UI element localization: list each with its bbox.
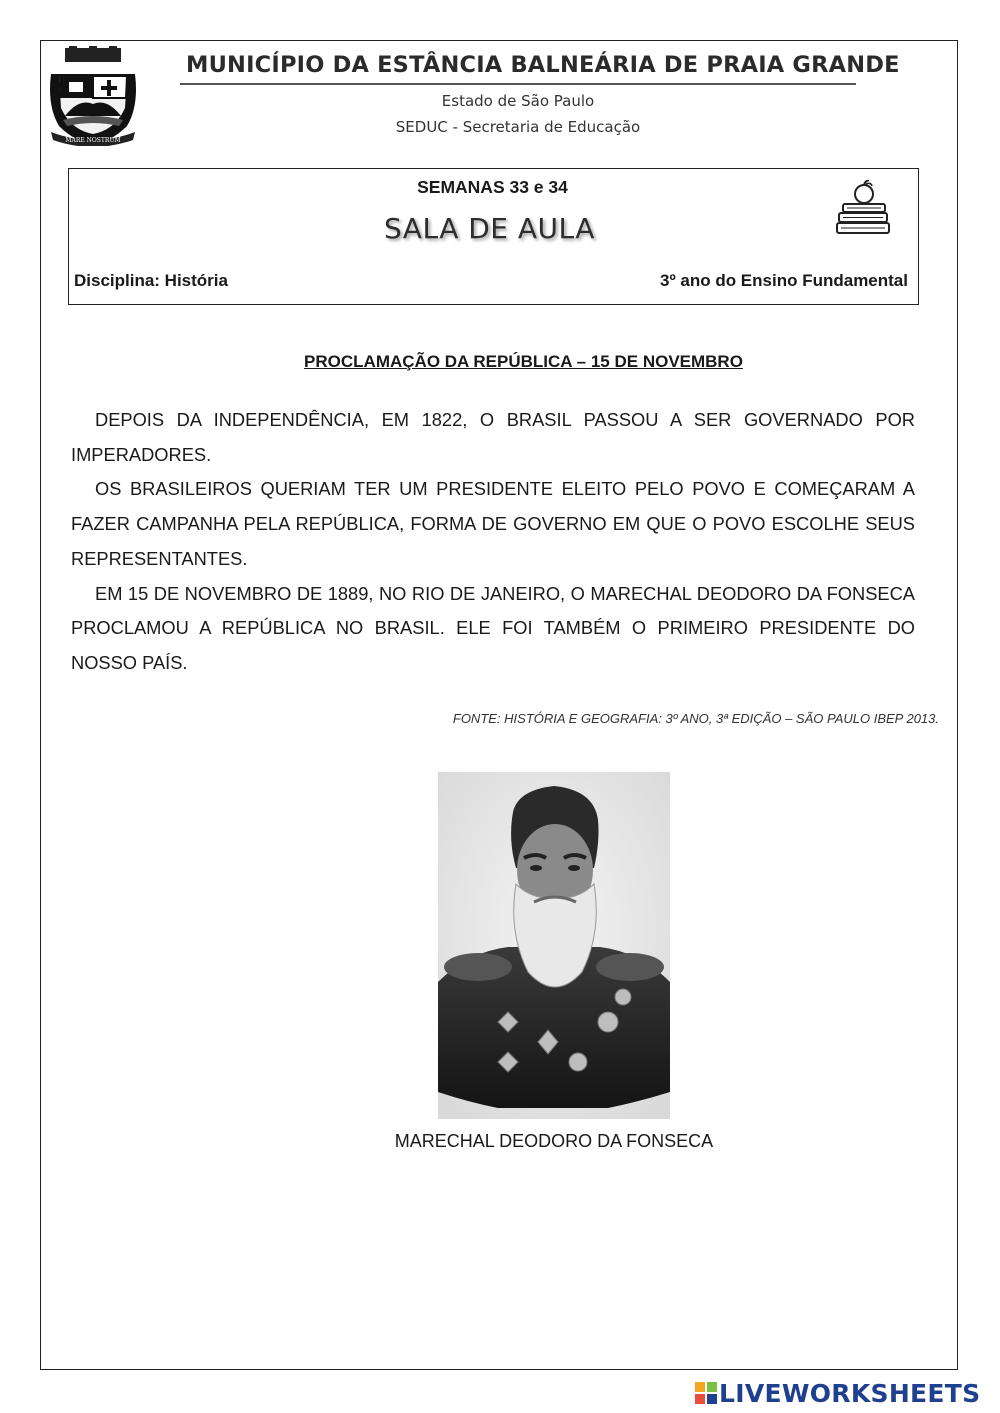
paragraph-1: DEPOIS DA INDEPENDÊNCIA, EM 1822, O BRASIL PASSOU A SER GOVERNADO POR IMPERADORES.	[71, 409, 915, 465]
liveworksheets-badge-icon	[695, 1382, 717, 1404]
portrait-caption: MARECHAL DEODORO DA FONSECA	[394, 1131, 714, 1151]
discipline-label: Disciplina: História	[74, 271, 228, 290]
department-name: SEDUC - Secretaria de Educação	[395, 118, 641, 136]
paragraph-2: OS BRASILEIROS QUERIAM TER UM PRESIDENTE ELEITO PELO POVO E COMEÇARAM A FAZER CAMPANHA PELA REPÚBLICA, FORMA DE GOVERNO EM QUE O POVO ESCOLHE SEUS REPRESENTANTES.	[71, 478, 915, 569]
paragraph-3: EM 15 DE NOVEMBRO DE 1889, NO RIO DE JANEIRO, O MARECHAL DEODORO DA FONSECA PROCLAMOU A REPÚBLICA NO BRASIL. ELE FOI TAMBÉM O PRIMEIRO PRESIDENTE DO NOSSO PAÍS.	[71, 582, 915, 673]
municipal-crest-logo	[45, 46, 141, 146]
municipality-title: MUNICÍPIO DA ESTÂNCIA BALNEÁRIA DE PRAIA GRANDE	[186, 52, 900, 78]
lesson-text	[71, 403, 915, 681]
books-apple-icon	[835, 180, 891, 238]
state-name: Estado de São Paulo	[441, 92, 595, 110]
weeks-label: SEMANAS 33 e 34	[417, 177, 568, 197]
lesson-heading: PROCLAMAÇÃO DA REPÚBLICA – 15 DE NOVEMBRO	[304, 352, 743, 371]
liveworksheets-logo[interactable]	[695, 1378, 995, 1408]
grade-label: 3º ano do Ensino Fundamental	[659, 271, 908, 290]
portrait-photo	[438, 772, 670, 1119]
svg-text:MARE NOSTRUM: MARE NOSTRUM	[65, 137, 121, 144]
classroom-title: SALA DE AULA	[384, 212, 595, 245]
header-divider	[180, 83, 856, 85]
source-citation: FONTE: HISTÓRIA E GEOGRAFIA: 3º ANO, 3ª EDIÇÃO – SÃO PAULO IBEP 2013.	[452, 711, 939, 726]
liveworksheets-wordmark: LIVEWORKSHEETS	[719, 1379, 981, 1408]
